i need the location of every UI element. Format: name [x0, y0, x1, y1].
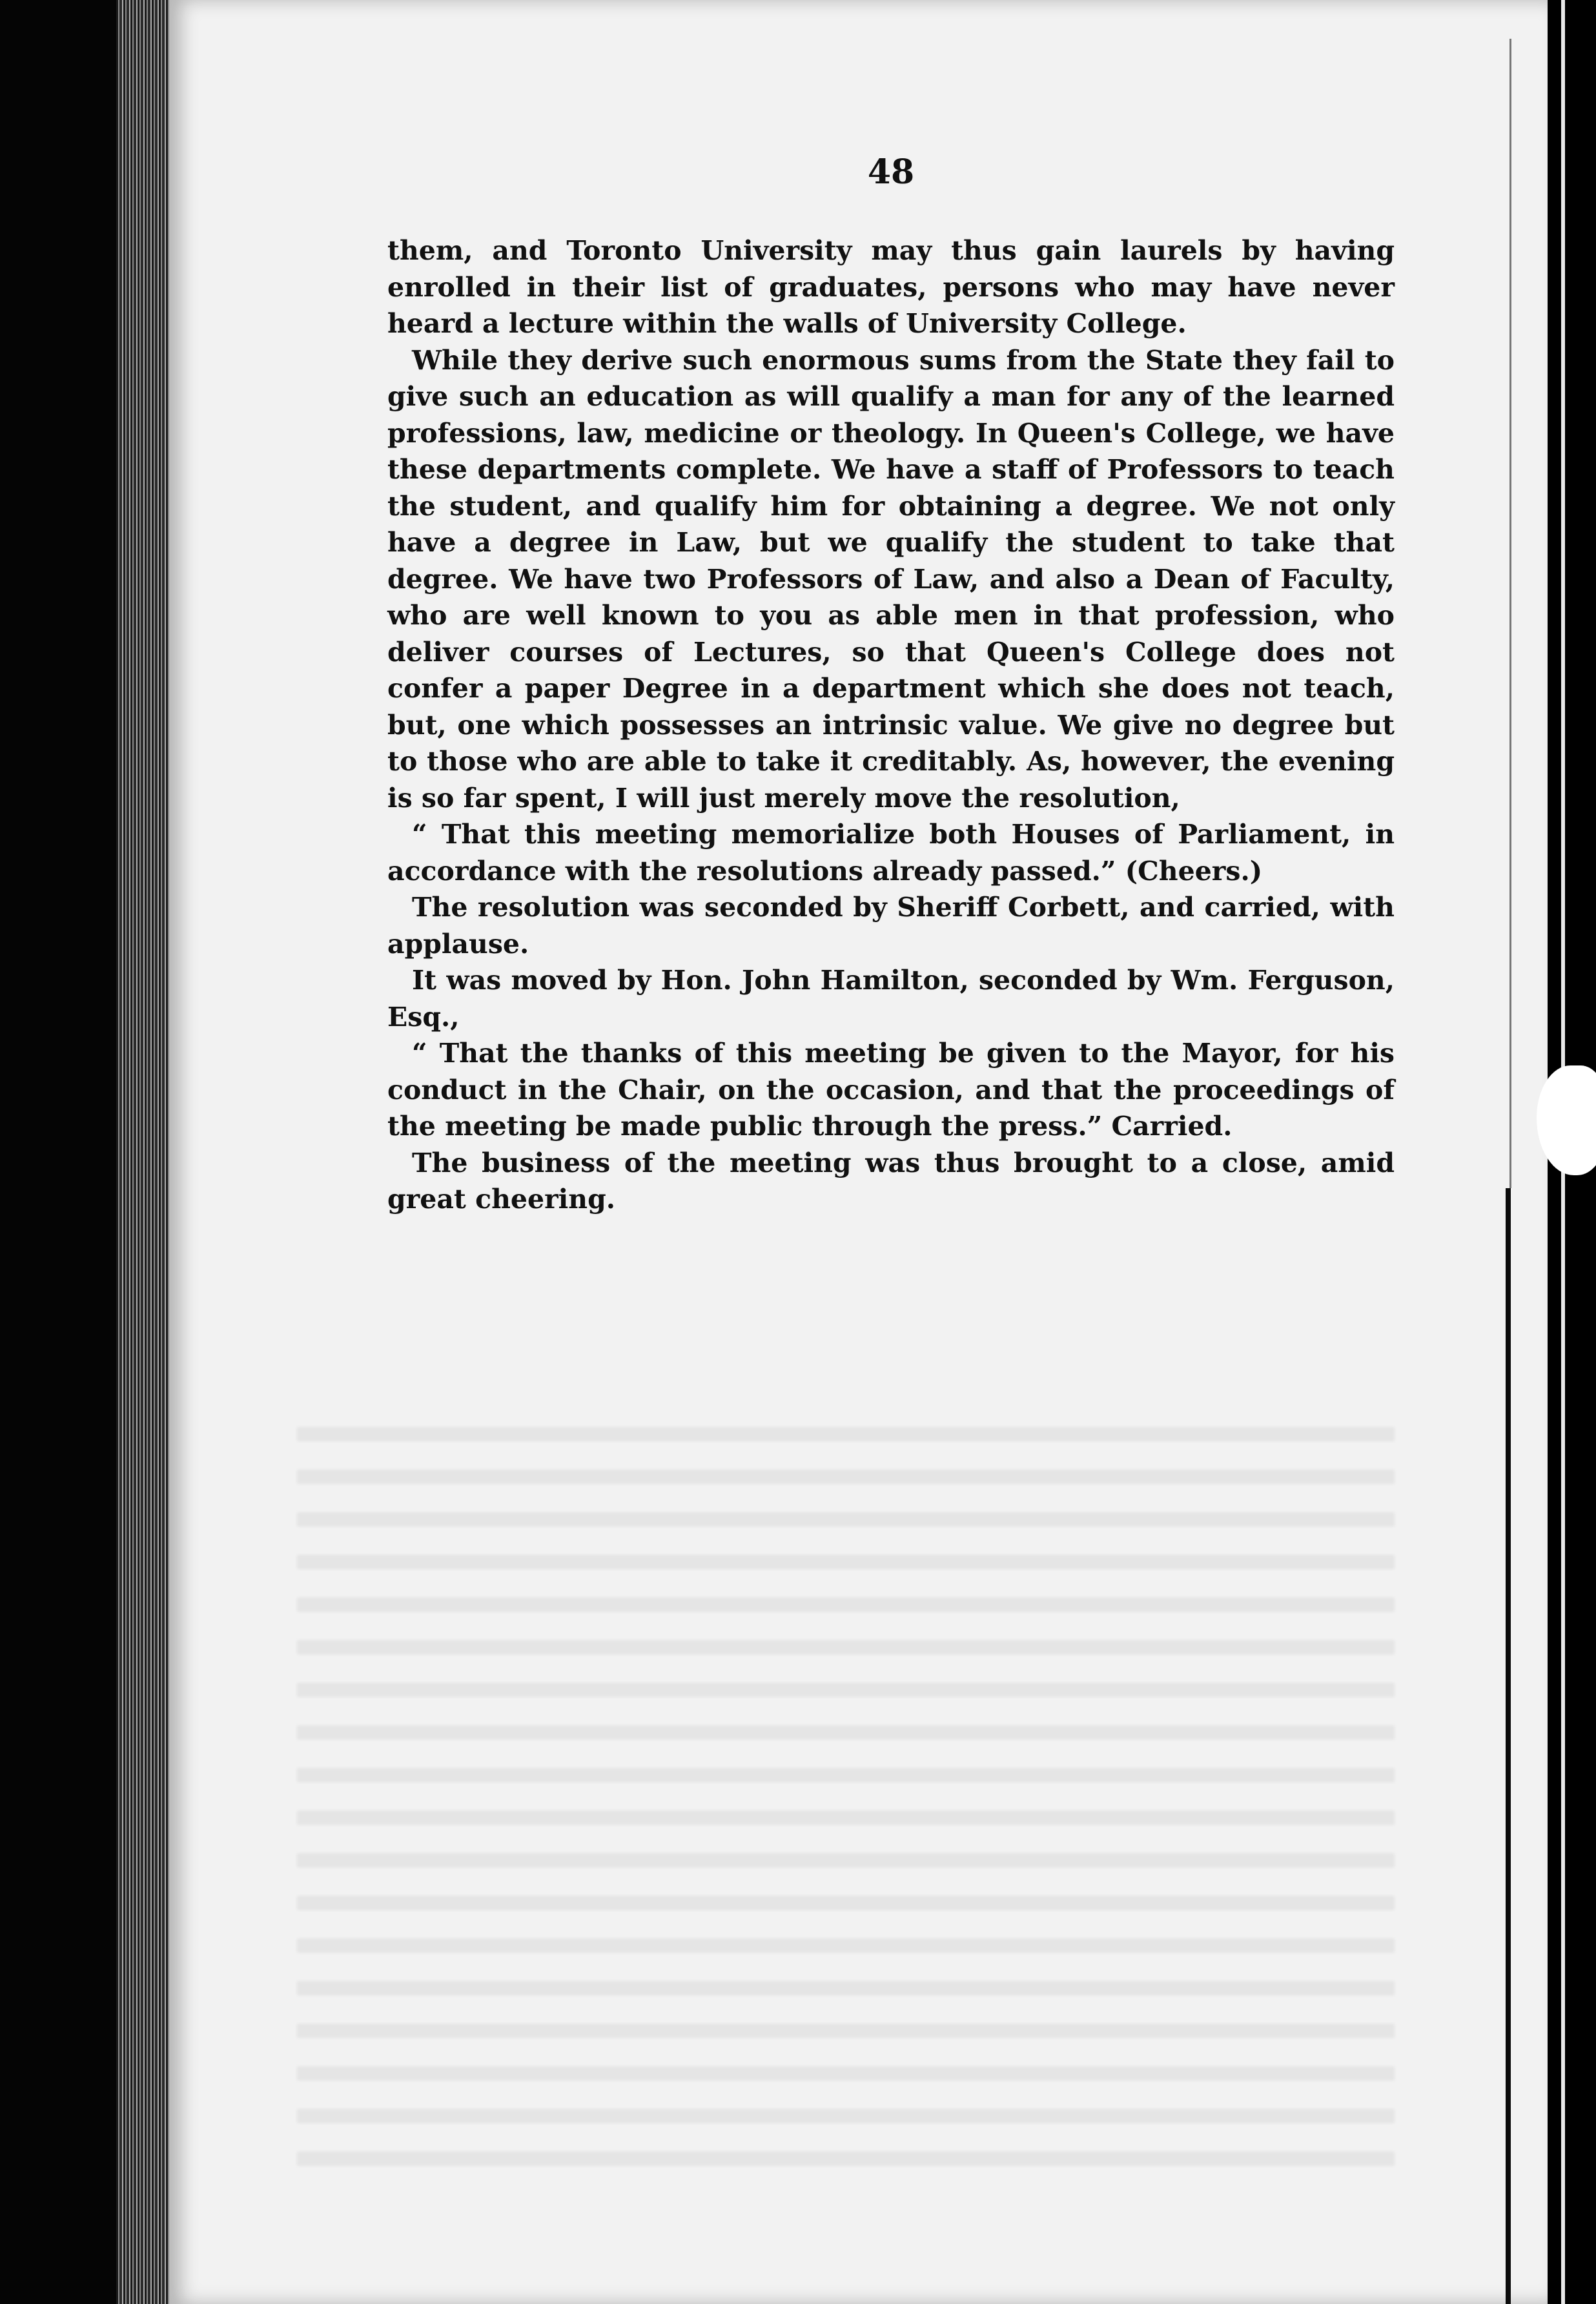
paragraph-quotation: “ That the thanks of this meeting be given to the Mayor, for his conduct in the Chair, on the occasion, and that the proceedings of the meeting be made public through the press.” Carried. — [387, 1038, 1395, 1142]
paragraph: It was moved by Hon. John Hamilton, seconded by Wm. Ferguson, Esq., — [387, 965, 1395, 1033]
page-number: 48 — [867, 152, 915, 192]
bleed-through-text — [297, 1408, 1395, 2183]
paragraph: The business of the meeting was thus brought to a close, amid great cheering. — [387, 1147, 1395, 1215]
page-edges — [116, 0, 174, 2304]
body-text — [387, 232, 1395, 1218]
paragraph: them, and Toronto University may thus gain laurels by having enrolled in their list of graduates, persons who may have never heard a lecture within the walls of University College. — [387, 235, 1395, 339]
facing-page-edge — [1509, 39, 1511, 1188]
facing-page-rule — [1506, 1188, 1511, 2304]
paragraph-quotation: “ That this meeting memorialize both Houses of Parliament, in accordance with the resolutions already passed.” (Cheers.) — [387, 819, 1395, 887]
paragraph: While they derive such enormous sums from the State they fail to give such an education as will qualify a man for any of the learned professions, law, medicine or theology. In Queen's College, we have these departments complete. We have a staff of Professors to teach the student, and qualify him for obtaining a degree. We not only have a degree in Law, but we qualify the student to take that degree. We have two Professors of Law, and also a Dean of Faculty, who are well known to you as able men in that profession, who deliver courses of Lectures, so that Queen's College does not confer a paper Degree in a department which she does not teach, but, one which possesses an intrinsic value. We give no degree but to those who are able to take it creditably. As, however, the evening is so far spent, I will just merely move the resolution, — [387, 344, 1395, 814]
paragraph: The resolution was seconded by Sheriff Corbett, and carried, with applause. — [387, 892, 1395, 960]
